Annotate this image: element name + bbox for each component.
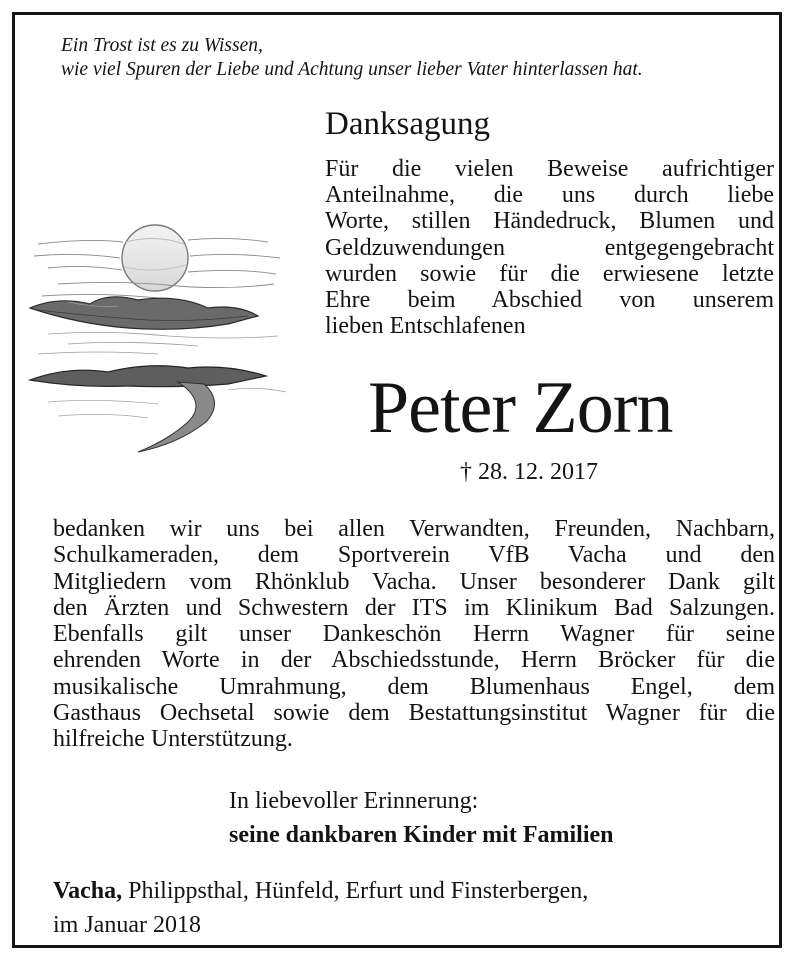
- thanks-line: den Ärzten und Schwestern der ITS im Klinikum Bad Salzungen.: [53, 594, 775, 621]
- intro-line: Worte, stillen Händedruck, Blumen und: [325, 208, 774, 235]
- motto-line: Ein Trost ist es zu Wissen,: [61, 35, 263, 56]
- closing-phrase: In liebevoller Erinnerung:: [229, 788, 479, 814]
- places-rest: Philippsthal, Hünfeld, Erfurt und Finsterbergen,: [122, 878, 589, 904]
- thanks-line: Mitgliedern vom Rhönklub Vacha. Unser besonderer Dank gilt: [53, 568, 775, 595]
- intro-paragraph: [325, 156, 774, 339]
- intro-line: wurden sowie für die erwiesene letzte: [325, 260, 774, 287]
- intro-line: Ehre beim Abschied von unserem: [325, 287, 774, 314]
- death-date: † 28. 12. 2017: [460, 459, 598, 485]
- thanks-line: bedanken wir uns bei allen Verwandten, Freunden, Nachbarn,: [53, 516, 775, 542]
- water-lines-icon: [38, 332, 278, 354]
- thanks-line: musikalische Umrahmung, dem Blumenhaus Engel, dem: [53, 673, 775, 700]
- thanks-line: Schulkameraden, dem Sportverein VfB Vacha und den: [53, 542, 775, 569]
- place-primary: Vacha,: [53, 878, 123, 904]
- island-icon: [30, 297, 258, 330]
- intro-line: lieben Entschlafenen: [325, 313, 526, 340]
- intro-line: Anteilnahme, die uns durch liebe: [325, 182, 774, 209]
- thanks-line: Gasthaus Oechsetal sowie dem Bestattungsinstitut Wagner für die: [53, 700, 775, 727]
- thanks-line: hilfreiche Unterstützung.: [53, 726, 293, 753]
- notice-date: im Januar 2018: [53, 912, 201, 938]
- motto-line: wie viel Spuren der Liebe und Achtung unser lieber Vater hinterlassen hat.: [61, 59, 643, 80]
- sun-icon: [122, 225, 188, 291]
- thanks-line: Ebenfalls gilt unser Dankeschön Herrn Wagner für seine: [53, 621, 775, 648]
- motto: [61, 34, 643, 82]
- places-line: [53, 876, 588, 906]
- signature-family: seine dankbaren Kinder mit Familien: [229, 822, 614, 848]
- intro-line: Für die vielen Beweise aufrichtiger: [325, 156, 774, 182]
- intro-line: Geldzuwendungen entgegengebracht: [325, 234, 774, 261]
- landscape-sketch-icon: [28, 212, 290, 462]
- notice-heading: Danksagung: [325, 106, 490, 142]
- thanks-line: ehrenden Worte in der Abschiedsstunde, Herrn Bröcker für die: [53, 647, 775, 674]
- deceased-name: Peter Zorn: [368, 367, 673, 449]
- shore-icon: [30, 366, 286, 452]
- thanks-paragraph: [53, 516, 775, 753]
